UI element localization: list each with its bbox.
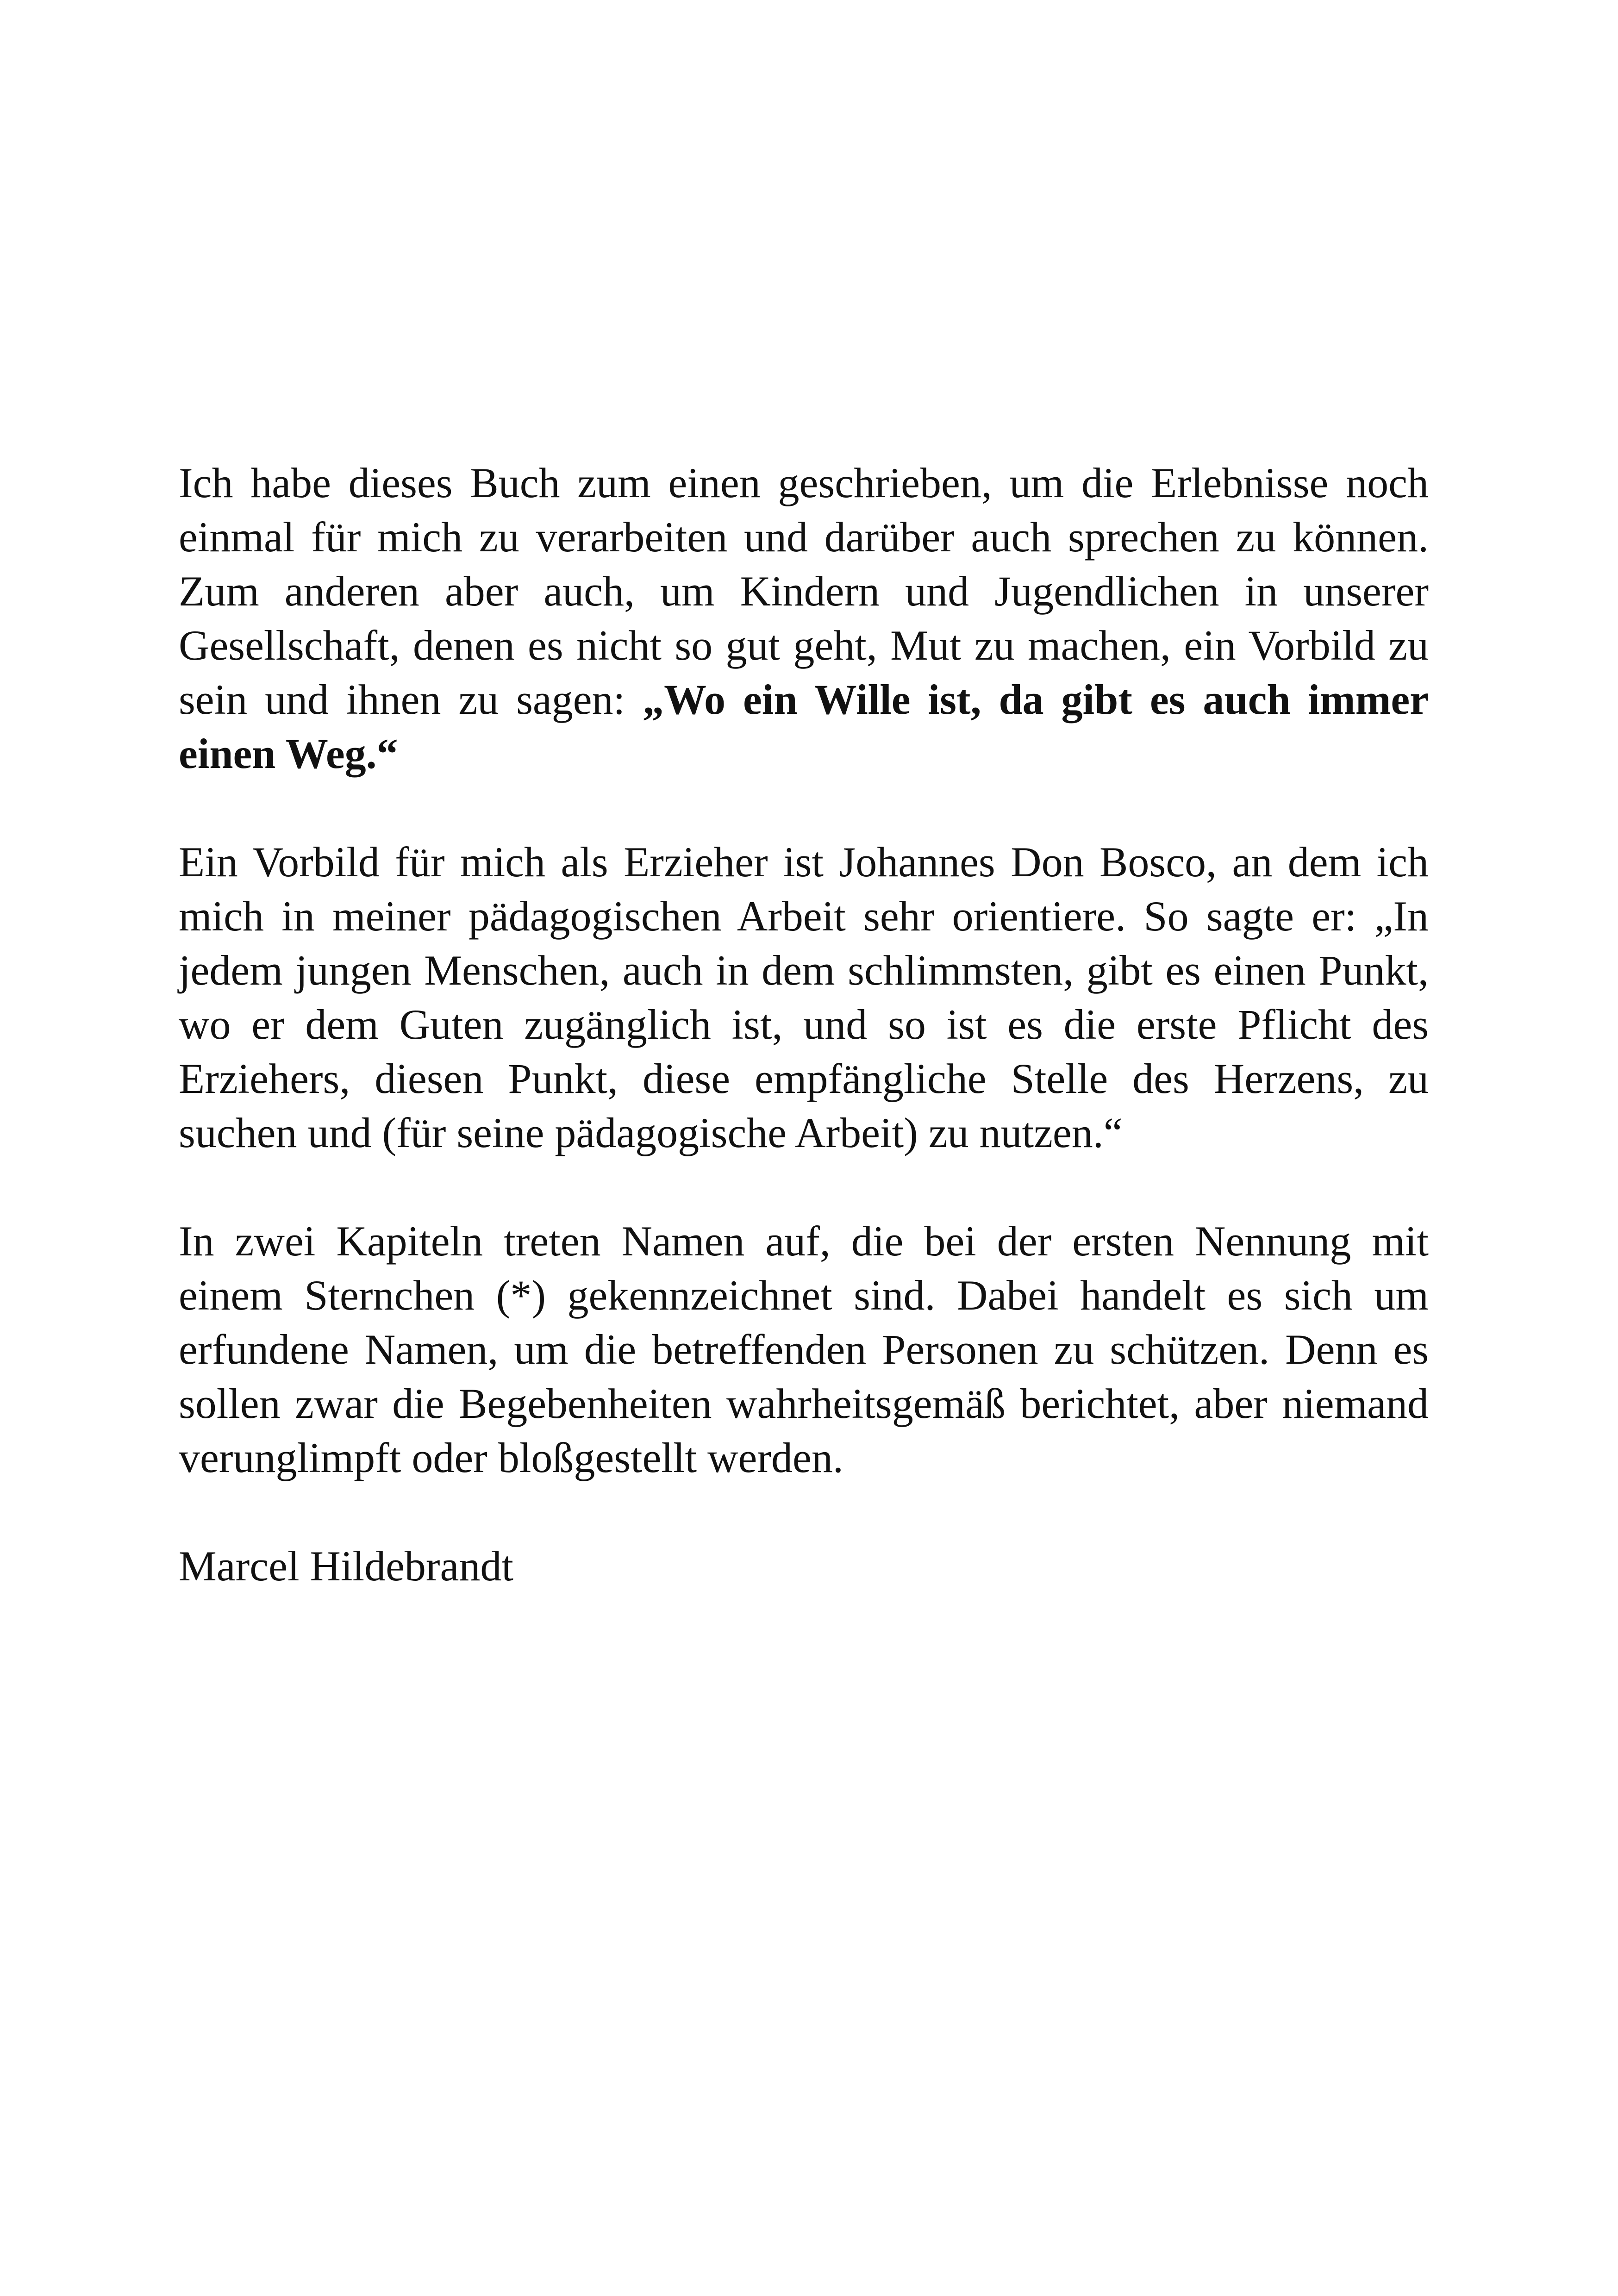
preface-text [179, 456, 1429, 1593]
paragraph-names-note: In zwei Kapiteln treten Namen auf, die bei der ersten Nennung mit einem Sternchen (*) gekennzeichnet sind. Dabei handelt es sich um erfundene Namen, um die betreffenden Personen zu schützen. Denn es sollen zwar die Begebenheiten wahrheitsgemäß berichtet, aber niemand verunglimpft oder bloßgestellt werden. [179, 1217, 1429, 1481]
paragraph-intro-text: Ich habe dieses Buch zum einen geschrieben, um die Erlebnisse noch einmal für mich zu verarbeiten und darüber auch sprechen zu können. Zum anderen aber auch, um Kindern und Jugendlichen in unserer Gesellschaft, denen es nicht so gut geht, Mut zu machen, ein Vorbild zu sein und ihnen zu sagen: [179, 459, 1429, 723]
paragraph-intro [179, 456, 1429, 781]
motto-quote: „Wo ein Wille ist, da gibt es auch immer einen Weg.“ [179, 676, 1429, 777]
author-signature: Marcel Hildebrandt [179, 1542, 513, 1590]
paragraph-don-bosco: Ein Vorbild für mich als Erzieher ist Johannes Don Bosco, an dem ich mich in meiner pädagogischen Arbeit sehr orientiere. So sagte er: „In jedem jungen Menschen, auch in dem schlimmsten, gibt es einen Punkt, wo er dem Guten zugänglich ist, und so ist es die erste Pflicht des Erziehers, diesen Punkt, diese empfängliche Stelle des Herzens, zu suchen und (für seine pädagogische Arbeit) zu nutzen.“ [179, 838, 1429, 1156]
